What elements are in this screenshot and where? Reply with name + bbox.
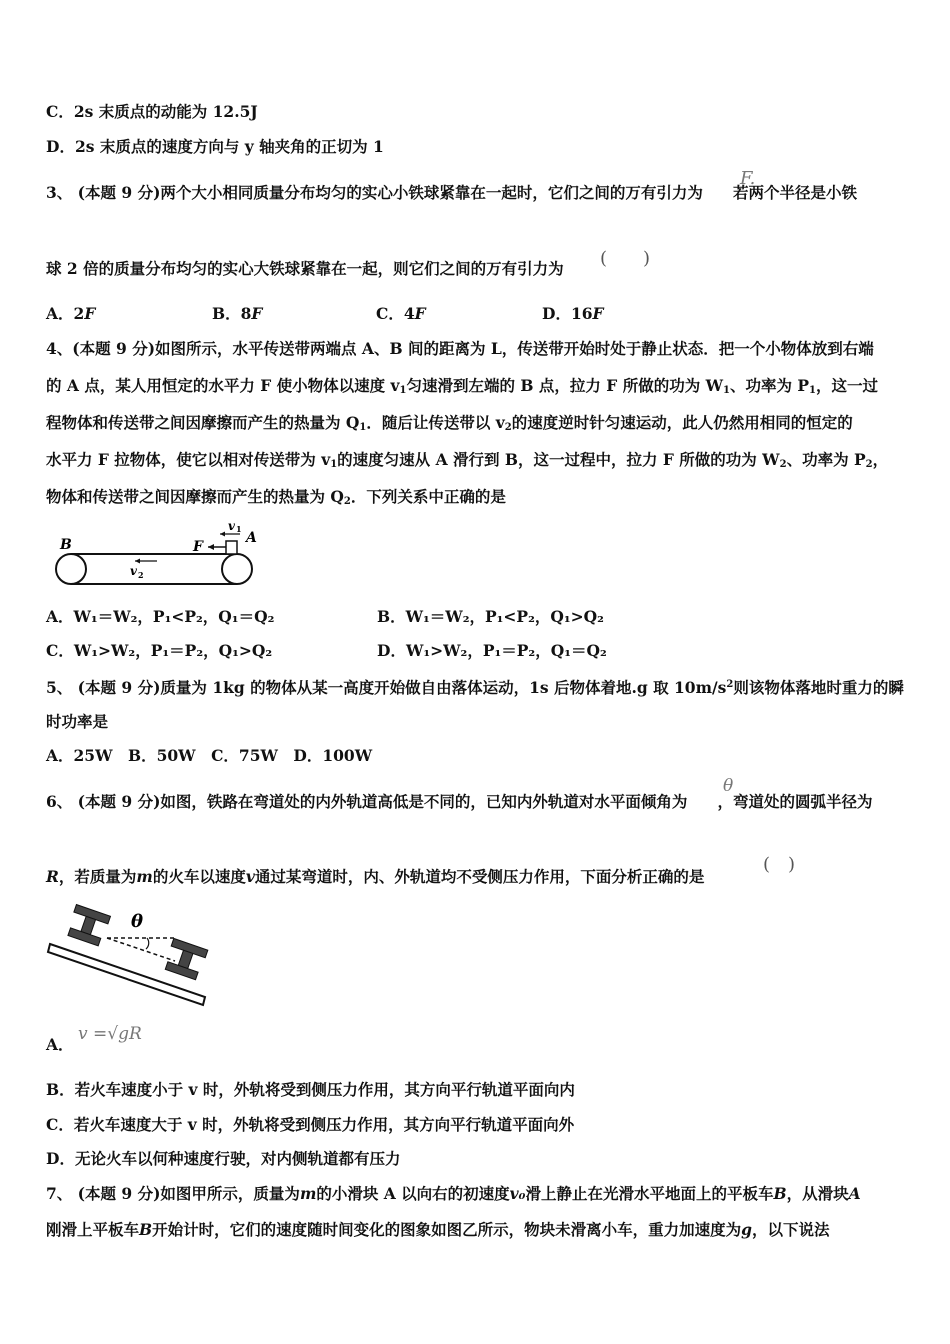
label-v2-sub: 2 [138, 570, 144, 580]
q4-stem-line5: 物体和传送带之间因摩擦而产生的热量为 $Q_2$．下列关系中正确的是 [46, 487, 506, 507]
q3-stem-line1: 3、 (本题 9 分)两个大小相同质量分布均匀的实心小铁球紧靠在一起时，它们之间的万有引力为 若两个半径是小铁 [46, 183, 857, 202]
force-arrowhead [208, 544, 214, 550]
label-v1-sub: 1 [236, 524, 242, 534]
q6-theta: θ [723, 776, 734, 796]
q6-option-b: B．若火车速度小于 v 时，外轨将受到侧压力作用，其方向平行轨道平面向内 [46, 1080, 575, 1099]
v2-arrowhead [135, 559, 140, 564]
q4-stem-line4: 水平力 F 拉物体，使它以相对传送带为 $v_1$的速度匀速从 A 滑行到 B，这一过程中，拉力 F 所做的功为 $W_2$、功率为 $P_2$， [46, 450, 889, 470]
q7-stem-line2: 刚滑上平板车B开始计时，它们的速度随时间变化的图象如图乙所示，物块未滑离小车，重力加速度为g，以下说法 [46, 1220, 830, 1239]
q6-answer-paren: ( ) [763, 854, 796, 875]
q3-formula-f: F. [740, 168, 756, 189]
q5-stem-line1: 5、 (本题 9 分)质量为 1kg 的物体从某一高度开始做自由落体运动，1s 后物体着地.g 取 $10m/s^2$则该物体落地时重力的瞬 [46, 678, 904, 697]
slope-dashed [107, 938, 175, 961]
rail-incline-figure [45, 905, 215, 1005]
q3-option-d: D．16F [542, 304, 604, 323]
q6-stem-line2: R，若质量为m的火车以速度v通过某弯道时，内、外轨道均不受侧压力作用，下面分析正确的是 [46, 867, 705, 886]
label-v2: v [130, 564, 137, 578]
conveyor-belt-figure [50, 520, 260, 590]
q5-options: A．25W B．50W C．75W D．100W [46, 746, 373, 765]
q5-stem-line2: 时功率是 [46, 712, 109, 731]
label-a: A [246, 530, 257, 546]
label-b: B [60, 537, 72, 553]
q6-stem-line1: 6、 (本题 9 分)如图，铁路在弯道处的内外轨道高低是不同的，已知内外轨道对水平面倾角为 ，弯道处的圆弧半径为 [46, 792, 873, 811]
q6-option-d: D．无论火车以何种速度行驶，对内侧轨道都有压力 [46, 1149, 401, 1168]
right-pulley [222, 554, 252, 584]
angle-arc [146, 938, 149, 949]
q3-option-a: A．2F [46, 304, 96, 323]
q3-stem-line2: 球 2 倍的质量分布均匀的实心大铁球紧靠在一起，则它们之间的万有引力为 [46, 259, 564, 278]
label-v1: v [228, 519, 235, 533]
label-f: F [193, 539, 203, 555]
q4-stem-line2: 的 A 点，某人用恒定的水平力 F 使小物体以速度 $v_1$匀速滑到左端的 B 点，拉力 F 所做的功为 $W_1$、功率为 $P_1$，这一过 [46, 376, 879, 396]
q6-option-a-label: A． [46, 1035, 74, 1054]
small-block [226, 541, 237, 554]
q3-answer-paren: ( ) [600, 248, 651, 269]
q4-option-d: D．W₁>W₂，P₁＝P₂，Q₁＝Q₂ [377, 641, 607, 660]
q4-stem-line1: 4、(本题 9 分)如图所示，水平传送带两端点 A、B 间的距离为 L，传送带开始时处于静止状态．把一个小物体放到右端 [46, 339, 874, 358]
q4-option-b: B．W₁＝W₂，P₁<P₂，Q₁>Q₂ [377, 607, 604, 626]
inner-rail [66, 905, 110, 947]
v1-arrowhead [220, 532, 225, 537]
left-pulley [56, 554, 86, 584]
q6-option-c: C．若火车速度大于 v 时，外轨将受到侧压力作用，其方向平行轨道平面向外 [46, 1115, 575, 1134]
q2-option-c: C．2s 末质点的动能为 12.5J [46, 102, 258, 121]
q3-option-c: C．4F [376, 304, 426, 323]
q7-stem-line1: 7、 (本题 9 分)如图甲所示，质量为m的小滑块 A 以向右的初速度v₀滑上静止在光滑水平地面上的平板车B，从滑块A [46, 1184, 861, 1203]
q2-option-d: D．2s 末质点的速度方向与 y 轴夹角的正切为 1 [46, 137, 384, 156]
q4-stem-line3: 程物体和传送带之间因摩擦而产生的热量为 $Q_1$．随后让传送带以 $v_2$的速度逆时针匀速运动，此人仍然用相同的恒定的 [46, 413, 853, 433]
q3-option-b: B．8F [212, 304, 263, 323]
theta-label: θ [131, 911, 144, 932]
q6-option-a-formula: v =√gR [78, 1024, 142, 1044]
q4-option-c: C．W₁>W₂，P₁＝P₂，Q₁>Q₂ [46, 641, 273, 660]
q4-option-a: A．W₁＝W₂，P₁<P₂，Q₁＝Q₂ [46, 607, 275, 626]
